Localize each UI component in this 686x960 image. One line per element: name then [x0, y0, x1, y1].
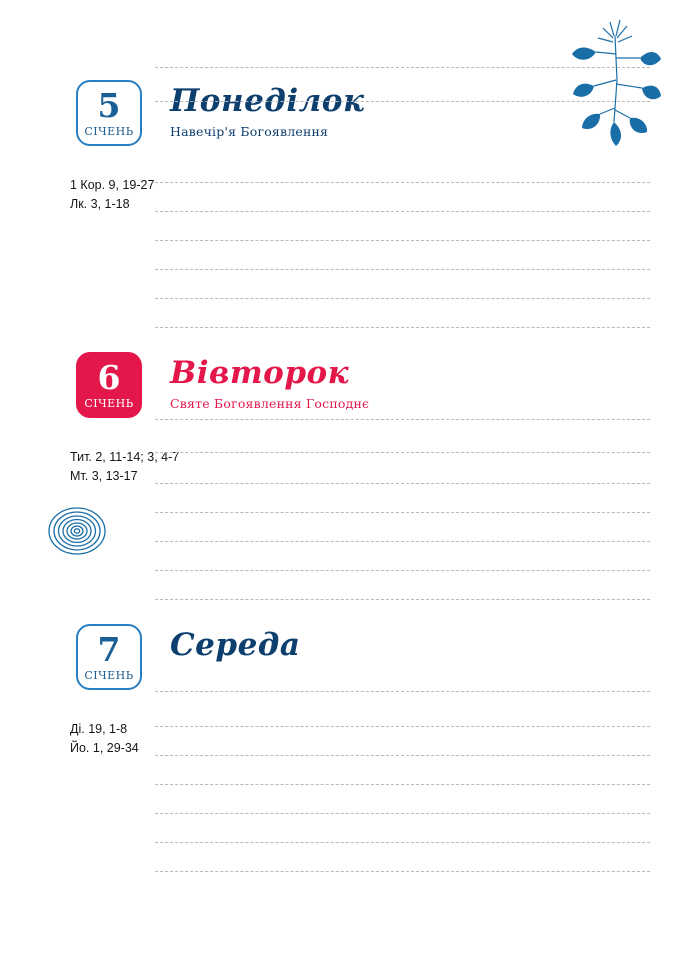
feast-name: Навечір'я Богоявлення: [170, 124, 329, 139]
date-month: СІЧЕНЬ: [84, 397, 134, 410]
leaf-branch-icon: [570, 18, 662, 148]
writing-line: [155, 182, 650, 183]
writing-line: [155, 483, 650, 484]
writing-line: [155, 755, 650, 756]
writing-line: [155, 541, 650, 542]
date-number: 7: [97, 630, 121, 669]
writing-line: [155, 871, 650, 872]
weekday-title: Вівторок: [170, 355, 350, 391]
reading-line: 1 Кор. 9, 19-27: [70, 178, 155, 192]
writing-line: [155, 726, 650, 727]
writing-line: [155, 813, 650, 814]
writing-line: [155, 452, 650, 453]
writing-line: [155, 512, 650, 513]
date-badge: [76, 80, 142, 146]
date-badge: [76, 624, 142, 690]
writing-line: [155, 784, 650, 785]
date-number: 6: [97, 358, 121, 397]
date-month: СІЧЕНЬ: [84, 669, 134, 682]
date-number: 5: [97, 86, 121, 125]
spiral-icon: [46, 500, 108, 562]
reading-line: Лк. 3, 1-18: [70, 197, 130, 211]
weekday-title: Понеділок: [170, 83, 365, 119]
date-month: СІЧЕНЬ: [84, 125, 134, 138]
scripture-readings: [70, 448, 390, 486]
writing-line: [155, 211, 650, 212]
feast-name: Святе Богоявлення Господнє: [170, 396, 370, 411]
writing-line: [155, 67, 650, 68]
writing-line: [155, 269, 650, 270]
writing-line: [155, 842, 650, 843]
weekday-title: Середа: [170, 627, 301, 663]
reading-line: Йо. 1, 29-34: [70, 741, 139, 755]
writing-line: [155, 240, 650, 241]
writing-line: [155, 599, 650, 600]
writing-line: [155, 327, 650, 328]
reading-line: Мт. 3, 13-17: [70, 469, 138, 483]
reading-line: Тит. 2, 11-14; 3, 4-7: [70, 450, 180, 464]
writing-line: [155, 419, 650, 420]
writing-line: [155, 691, 650, 692]
writing-line: [155, 298, 650, 299]
writing-line: [155, 101, 650, 102]
date-badge: [76, 352, 142, 418]
reading-line: Ді. 19, 1-8: [70, 722, 128, 736]
writing-line: [155, 570, 650, 571]
